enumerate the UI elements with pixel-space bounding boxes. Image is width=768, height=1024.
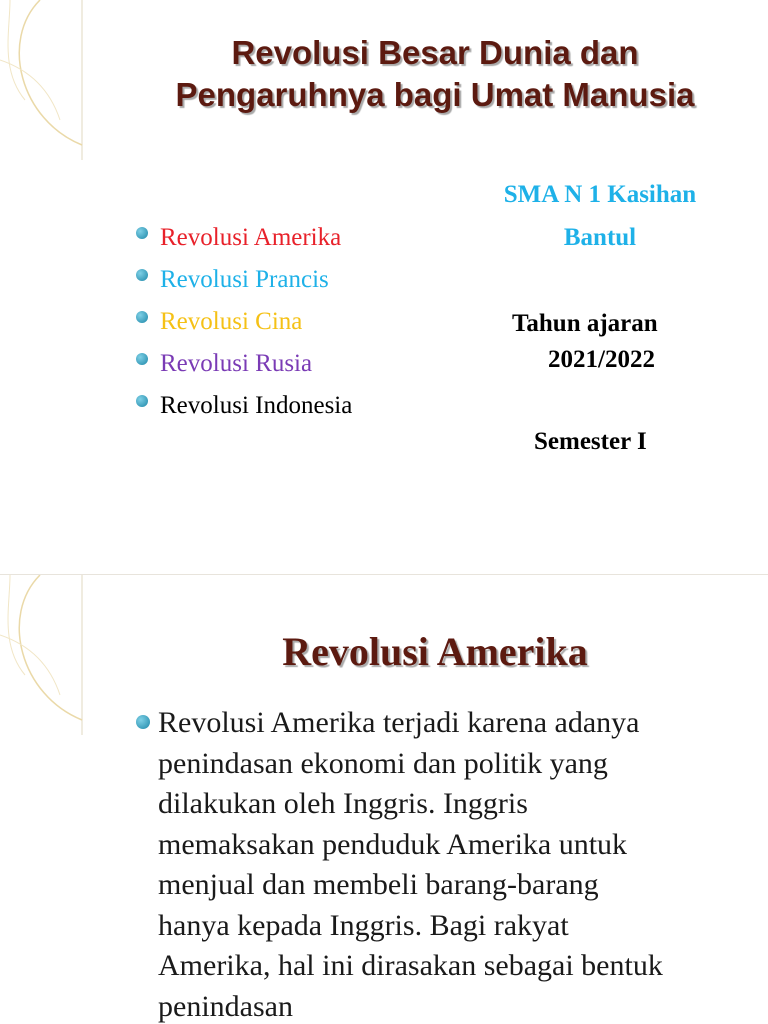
slide-decoration-arc	[0, 575, 90, 735]
paragraph-line: menjual dan membeli barang-barang	[158, 868, 599, 901]
slide-decoration-arc	[0, 0, 90, 160]
paragraph-line: penindasan ekonomi dan politik yang	[158, 746, 608, 780]
slide-2	[0, 575, 768, 1024]
title-line-1: Revolusi Besar Dunia dan	[231, 34, 639, 71]
list-item-revolusi-prancis	[136, 259, 352, 301]
paragraph-line: penindasan	[158, 989, 293, 1023]
paragraph-line: Revolusi Amerika terjadi karena adanya	[158, 706, 640, 739]
slide-divider	[0, 574, 768, 575]
paragraph-line: Amerika, hal ini dirasakan sebagai bentuk	[158, 949, 663, 982]
paragraph-body	[158, 703, 758, 1024]
school-name-line-2: Bantul	[563, 224, 637, 251]
presentation-title	[100, 32, 768, 116]
bullet-dot-icon	[136, 311, 148, 323]
paragraph-line: memaksakan penduduk Amerika untuk	[158, 827, 628, 861]
list-item-label: Revolusi Indonesia	[160, 392, 353, 419]
list-item-label: Revolusi Prancis	[160, 266, 329, 293]
list-item-revolusi-amerika	[136, 217, 352, 259]
semester-label: Semester I	[534, 428, 647, 455]
paragraph-line: dilakukan oleh Inggris. Inggris	[158, 787, 528, 820]
academic-year-label: Tahun ajaran	[512, 310, 658, 337]
list-item-revolusi-indonesia	[136, 385, 352, 427]
bullet-dot-icon	[136, 227, 148, 239]
bullet-dot-icon	[136, 395, 148, 407]
revolution-list	[136, 217, 352, 427]
school-name	[470, 173, 730, 259]
list-item-label: Revolusi Rusia	[160, 350, 313, 377]
list-item-revolusi-cina	[136, 301, 352, 343]
school-name-line-1: SMA N 1 Kasihan	[503, 181, 697, 208]
list-item-label: Revolusi Cina	[160, 308, 303, 335]
list-item-label: Revolusi Amerika	[160, 224, 342, 251]
bullet-dot-icon	[136, 353, 148, 365]
list-item-revolusi-rusia	[136, 343, 352, 385]
title-line-2: Pengaruhnya bagi Umat Manusia	[175, 76, 695, 113]
slide-title: Revolusi Amerika	[282, 629, 588, 674]
bullet-dot-icon	[136, 269, 148, 281]
paragraph-line: hanya kepada Inggris. Bagi rakyat	[158, 908, 569, 942]
bullet-dot-icon	[136, 715, 150, 729]
academic-year-value: 2021/2022	[548, 346, 655, 373]
